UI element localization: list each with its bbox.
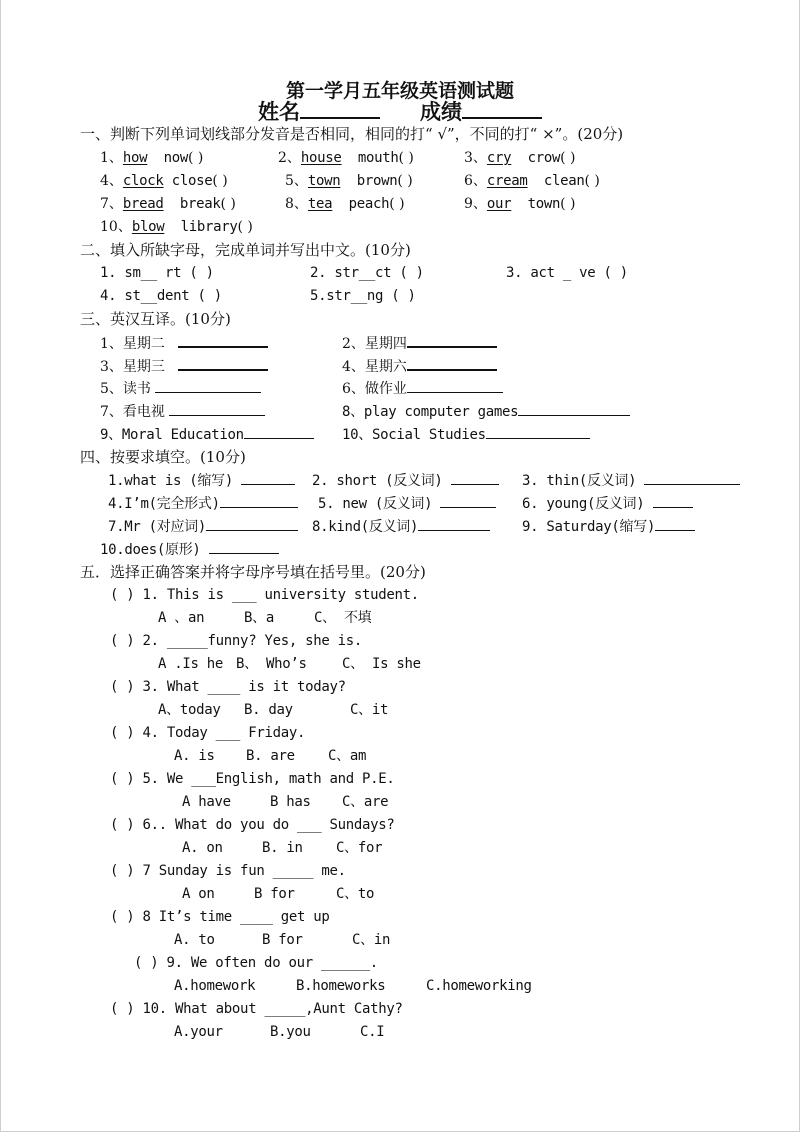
s4-item-6: 6. young(反义词) [522, 493, 693, 514]
s1-item-2: 2、house mouth( ) [278, 150, 414, 166]
s5-question-2: ( ) 2. _____funny? Yes, she is. [110, 633, 362, 649]
option-a: A、today [158, 702, 221, 718]
option-b: B. day [244, 702, 293, 718]
option-c: C、for [336, 840, 383, 856]
s1-item-7: 7、bread break( ) [100, 196, 236, 212]
option-a: A .Is he [158, 656, 224, 672]
s2-item-5: 5.str__ng ( ) [310, 288, 416, 304]
s5-question-5: ( ) 5. We ___English, math and P.E. [110, 771, 395, 787]
s2-item-4: 4. st__dent ( ) [100, 288, 222, 304]
s5-question-10: ( ) 10. What about _____,Aunt Cathy? [110, 1001, 403, 1017]
s4-item-9: 9. Saturday(缩写) [522, 516, 695, 537]
option-b: B. in [262, 840, 303, 856]
s1-item-4: 4、clock close( ) [100, 173, 228, 189]
s4-item-2: 2. short (反义词) [312, 470, 499, 491]
s3-item-6: 6、做作业 [342, 378, 503, 399]
s3-item-9: 9、Moral Education [100, 424, 314, 445]
section-4-header: 四、按要求填空。(10分) [80, 448, 246, 466]
s5-question-3: ( ) 3. What ____ is it today? [110, 679, 346, 695]
s2-item-2: 2. str__ct ( ) [310, 265, 424, 281]
s1-item-3: 3、cry crow( ) [464, 150, 576, 166]
s5-question-6: ( ) 6.. What do you do ___ Sundays? [110, 817, 395, 833]
option-c: C.I [360, 1024, 385, 1040]
s2-item-3: 3. act _ ve ( ) [506, 265, 628, 281]
section-3-header: 三、英汉互译。(10分) [80, 310, 231, 328]
s3-item-7: 7、看电视 [100, 401, 265, 422]
option-c: C.homeworking [426, 978, 532, 994]
s1-item-8: 8、tea peach( ) [285, 196, 405, 212]
s5-question-1: ( ) 1. This is ___ university student. [110, 587, 419, 603]
s4-item-8: 8.kind(反义词) [312, 516, 490, 537]
option-c: C、to [336, 886, 375, 902]
option-c: C、it [350, 702, 389, 718]
s1-item-6: 6、cream clean( ) [464, 173, 600, 189]
option-b: B for [262, 932, 303, 948]
s5-question-9: ( ) 9. We often do our ______. [134, 955, 378, 971]
s1-item-9: 9、our town( ) [464, 196, 576, 212]
s5-question-7: ( ) 7 Sunday is fun _____ me. [110, 863, 346, 879]
s5-question-8: ( ) 8 It’s time ____ get up [110, 909, 330, 925]
s4-item-10: 10.does(原形) [100, 539, 279, 560]
option-b: B has [270, 794, 311, 810]
score-label: 成绩 [420, 99, 462, 124]
s1-item-1: 1、how now( ) [100, 150, 204, 166]
section-2-header: 二、填入所缺字母，完成单词并写出中文。(10分) [80, 241, 411, 259]
s3-item-8: 8、play computer games [342, 401, 630, 422]
s3-item-4: 4、星期六 [342, 355, 497, 377]
option-b: B、a [244, 610, 274, 626]
option-c: C、in [352, 932, 391, 948]
s4-item-5: 5. new (反义词) [318, 493, 496, 514]
s3-item-1: 1、星期二 [100, 332, 268, 354]
score-blank[interactable] [462, 99, 542, 119]
s4-item-1: 1.what is (缩写) [108, 470, 295, 491]
option-a: A have [182, 794, 231, 810]
s5-question-4: ( ) 4. Today ___ Friday. [110, 725, 306, 741]
option-a: A. is [174, 748, 215, 764]
s4-item-3: 3. thin(反义词) [522, 470, 740, 491]
option-a: A. to [174, 932, 215, 948]
s3-item-3: 3、星期三 [100, 355, 268, 377]
option-b: B.you [270, 1024, 311, 1040]
option-b: B. are [246, 748, 295, 764]
name-label: 姓名 [258, 99, 300, 124]
s1-item-10: 10、blow library( ) [100, 219, 253, 235]
s3-item-2: 2、星期四 [342, 332, 497, 354]
s2-item-1: 1. sm__ rt ( ) [100, 265, 214, 281]
name-score-line [0, 96, 800, 126]
option-a: A on [182, 886, 215, 902]
option-a: A.your [174, 1024, 223, 1040]
name-blank[interactable] [300, 99, 380, 119]
option-b: B.homeworks [296, 978, 386, 994]
option-c: C、are [342, 794, 389, 810]
option-c: C、am [328, 748, 367, 764]
page-title: 第一学月五年级英语测试题 [285, 80, 514, 102]
option-c: C、 不填 [314, 610, 372, 626]
section-5-header: 五．选择正确答案并将字母序号填在括号里。(20分) [80, 563, 426, 581]
s3-item-10: 10、Social Studies [342, 424, 590, 445]
s4-item-7: 7.Mr (对应词) [108, 516, 298, 537]
option-a: A. on [182, 840, 223, 856]
option-c: C、 Is she [342, 656, 421, 672]
s3-item-5: 5、读书 [100, 378, 261, 399]
s4-item-4: 4.I’m(完全形式) [108, 493, 298, 514]
option-a: A.homework [174, 978, 256, 994]
option-a: A 、an [158, 610, 205, 626]
option-b: B for [254, 886, 295, 902]
option-b: B、 Who’s [236, 656, 307, 672]
section-1-header: 一、判断下列单词划线部分发音是否相同，相同的打“ √”，不同的打“ ×”。(20分) [80, 125, 624, 143]
s1-item-5: 5、town brown( ) [285, 173, 413, 189]
